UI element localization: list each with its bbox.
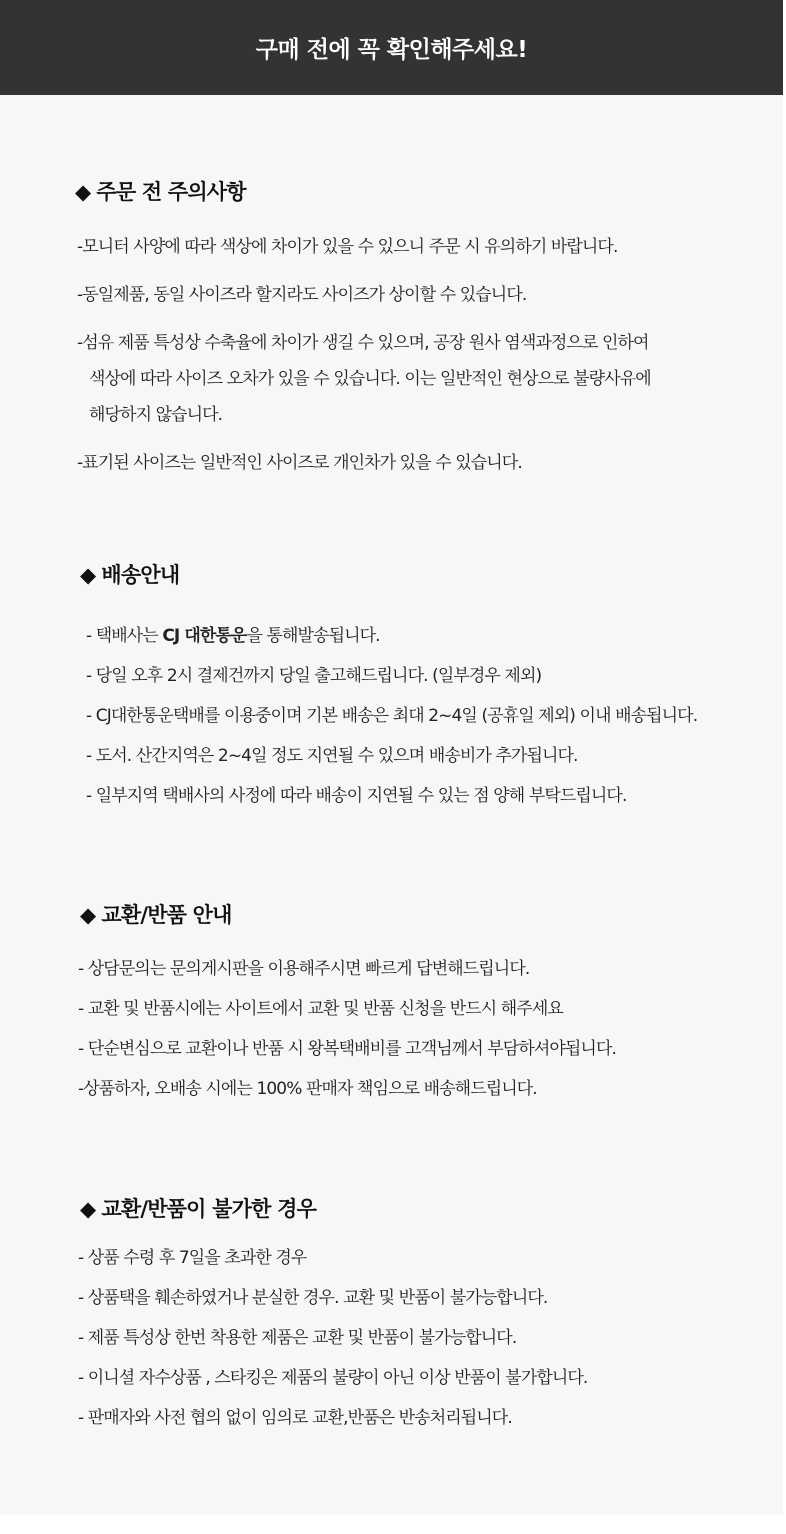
section-title-order-caution <box>75 176 246 206</box>
diamond-bullet-icon: ◆ <box>80 563 96 587</box>
order-caution-item: 색상에 따라 사이즈 오차가 있을 수 있습니다. 이는 일반적인 현상으로 불량사유에 <box>89 369 651 389</box>
order-caution-item: -동일제품, 동일 사이즈라 할지라도 사이즈가 상이할 수 있습니다. <box>77 285 527 305</box>
page-title: 구매 전에 꼭 확인해주세요! <box>255 37 528 63</box>
exchange-item: -상품하자, 오배송 시에는 100% 판매자 책임으로 배송해드립니다. <box>78 1079 537 1099</box>
section-title-text: 교환/반품 안내 <box>101 903 232 927</box>
courier-name: CJ 대한통운 <box>162 626 247 646</box>
section-title-no-exchange <box>80 1193 316 1223</box>
delivery-item: - 일부지역 택배사의 사정에 따라 배송이 지연될 수 있는 점 양해 부탁드립니다. <box>86 786 627 806</box>
diamond-bullet-icon: ◆ <box>75 180 91 204</box>
no-exchange-item: - 제품 특성상 한번 착용한 제품은 교환 및 반품이 불가능합니다. <box>78 1328 517 1348</box>
no-exchange-item: - 상품 수령 후 7일을 초과한 경우 <box>78 1248 307 1268</box>
delivery-item-suffix: 을 통해발송됩니다. <box>246 626 380 646</box>
diamond-bullet-icon: ◆ <box>80 903 96 927</box>
delivery-item: - 당일 오후 2시 결제건까지 당일 출고해드립니다. (일부경우 제외) <box>86 666 542 686</box>
section-title-text: 주문 전 주의사항 <box>96 180 246 204</box>
order-caution-item: -표기된 사이즈는 일반적인 사이즈로 개인차가 있을 수 있습니다. <box>77 453 522 473</box>
no-exchange-item: - 판매자와 사전 협의 없이 임의로 교환,반품은 반송처리됩니다. <box>78 1408 512 1428</box>
page-header <box>0 0 783 95</box>
delivery-item: - 도서. 산간지역은 2~4일 정도 지연될 수 있으며 배송비가 추가됩니다. <box>86 746 578 766</box>
section-title-text: 교환/반품이 불가한 경우 <box>101 1197 317 1221</box>
no-exchange-item: - 상품택을 훼손하였거나 분실한 경우. 교환 및 반품이 불가능합니다. <box>78 1288 548 1308</box>
delivery-item-prefix: - 택배사는 <box>86 626 163 646</box>
exchange-item: - 상담문의는 문의게시판을 이용해주시면 빠르게 답변해드립니다. <box>78 959 530 979</box>
diamond-bullet-icon: ◆ <box>80 1197 96 1221</box>
exchange-item: - 단순변심으로 교환이나 반품 시 왕복택배비를 고객님께서 부담하셔야됩니다. <box>78 1039 616 1059</box>
exchange-item: - 교환 및 반품시에는 사이트에서 교환 및 반품 신청을 반드시 해주세요 <box>78 999 563 1019</box>
section-title-delivery <box>80 559 179 589</box>
no-exchange-item: - 이니셜 자수상품 , 스타킹은 제품의 불량이 아닌 이상 반품이 불가합니다. <box>78 1368 588 1388</box>
order-caution-item: 해당하지 않습니다. <box>89 405 223 425</box>
order-caution-item: -섬유 제품 특성상 수축율에 차이가 생길 수 있으며, 공장 원사 염색과정으로 인하여 <box>77 333 649 353</box>
section-title-exchange <box>80 899 232 929</box>
order-caution-item: -모니터 사양에 따라 색상에 차이가 있을 수 있으니 주문 시 유의하기 바랍니다. <box>77 237 618 257</box>
delivery-item <box>86 626 380 646</box>
delivery-item: - CJ대한통운택배를 이용중이며 기본 배송은 최대 2~4일 (공휴일 제외) 이내 배송됩니다. <box>86 706 698 726</box>
section-title-text: 배송안내 <box>101 563 180 587</box>
